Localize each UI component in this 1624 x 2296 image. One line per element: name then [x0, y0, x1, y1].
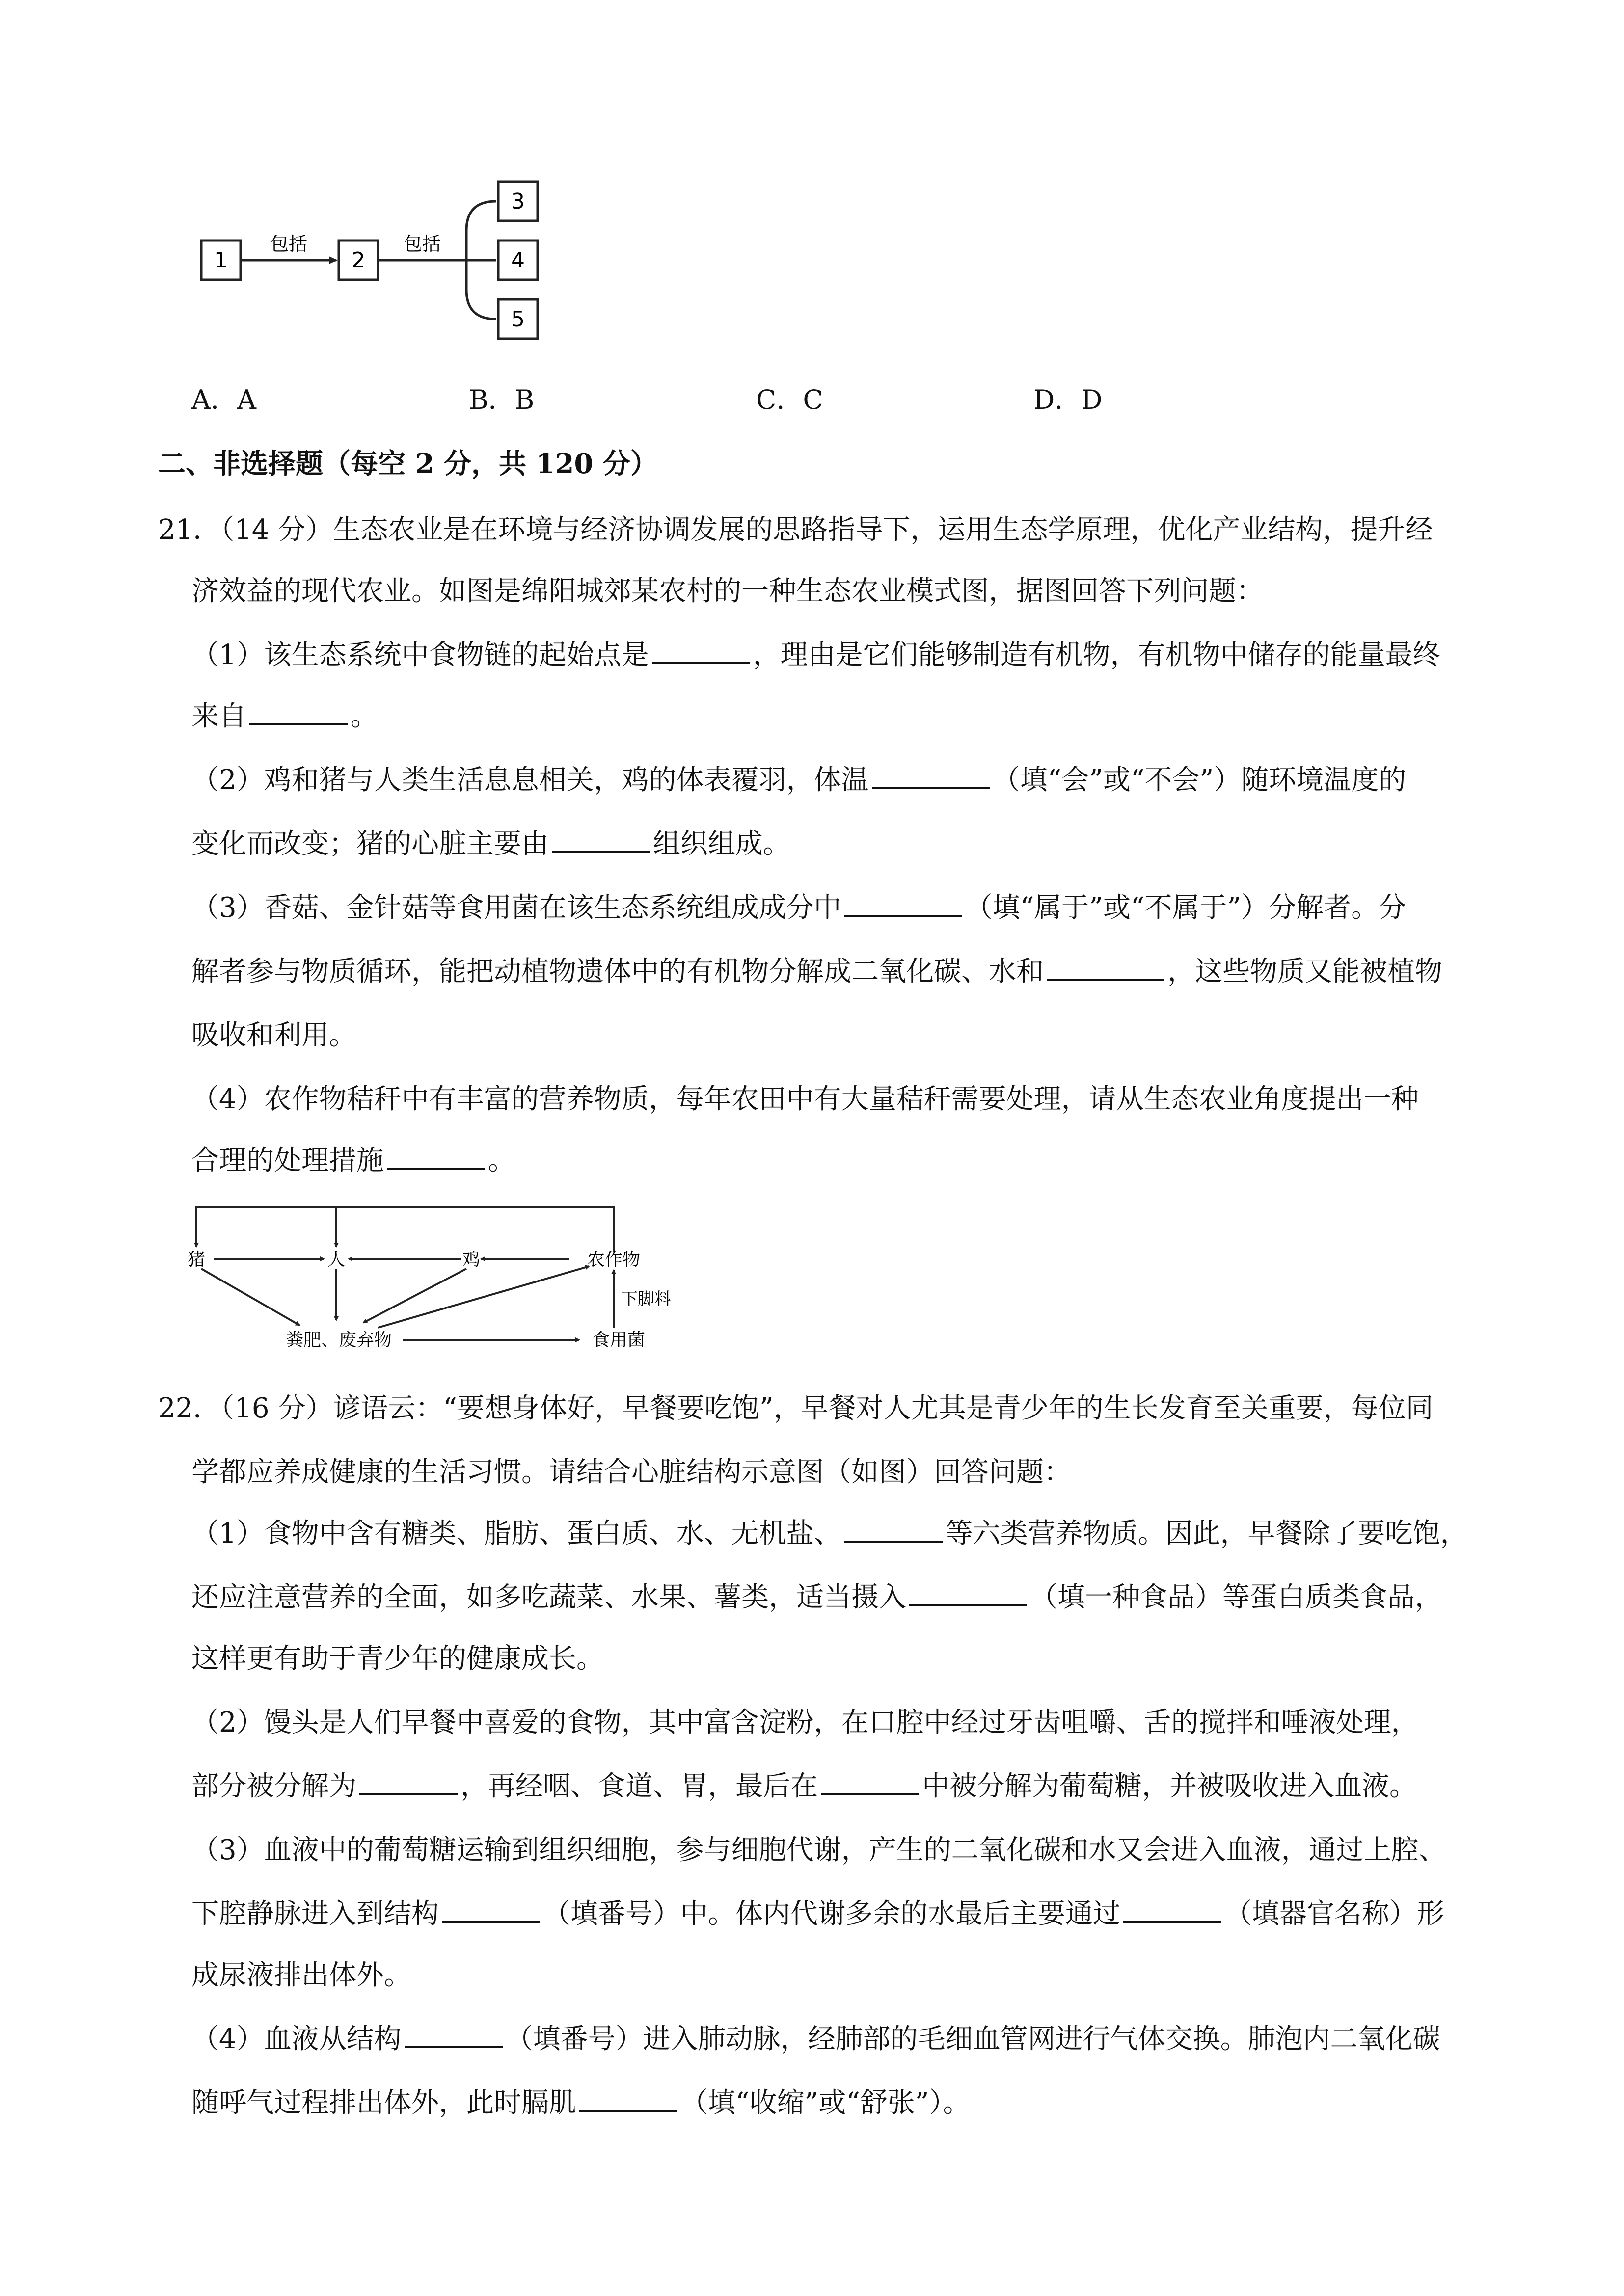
q22-intro-line2: 学都应养成健康的生活习惯。请结合心脏结构示意图（如图）回答问题：	[191, 1456, 1071, 1488]
concept-box-3-label: 3	[511, 189, 525, 214]
q21-part4-text-c: 。	[488, 1145, 515, 1176]
q22-blank-6[interactable]	[1123, 1896, 1221, 1923]
q22-part1-line3: 这样更有助于青少年的健康成长。	[191, 1643, 604, 1675]
q21-blank-4[interactable]	[552, 826, 650, 853]
q22-part1-text-c: 还应注意营养的全面，如多吃蔬菜、水果、薯类，适当摄入	[191, 1581, 906, 1613]
q21-part3-text-a: （3）香菇、金针菇等食用菌在该生态系统组成成分中	[191, 892, 841, 924]
q22-blank-7[interactable]	[405, 2021, 503, 2048]
q22-part3-line1: （3）血液中的葡萄糖运输到组织细胞，参与细胞代谢，产生的二氧化碳和水又会进入血液，通过上腔、	[191, 1834, 1446, 1866]
q22-part3-text-c: （填番号）中。体内代谢多余的水最后主要通过	[543, 1898, 1120, 1930]
q22-blank-2[interactable]	[909, 1579, 1027, 1606]
q21-part4-text-b: 合理的处理措施	[191, 1145, 384, 1176]
arrow-label-include-2: 包括	[403, 233, 441, 255]
q22-part4-text-c: 随呼气过程排出体外，此时膈肌	[191, 2087, 576, 2119]
concept-diagram	[191, 177, 565, 353]
arrow-label-include-1: 包括	[270, 233, 308, 255]
q21-part1-text-c: 来自	[191, 700, 246, 732]
q21-part3-line2	[191, 952, 1442, 991]
q22-part2-line2	[191, 1767, 1417, 1806]
q22-part1-text-d: （填一种食品）等蛋白质类食品，	[1030, 1581, 1442, 1613]
q22-part1-line1	[191, 1514, 1468, 1553]
q21-part2-line2	[191, 825, 790, 864]
q22-part1-text-b: 等六类营养物质。因此，早餐除了要吃饱，	[945, 1518, 1468, 1549]
q21-part2-text-c: 变化而改变；猪的心脏主要由	[191, 828, 549, 860]
eco-agriculture-diagram	[187, 1198, 677, 1360]
q21-blank-2[interactable]	[249, 698, 348, 725]
q21-part2-line1	[191, 761, 1406, 800]
concept-box-1-label: 1	[214, 248, 228, 273]
q21-part2-text-d: 组织组成。	[653, 828, 790, 860]
q22-part2-text-d: 中被分解为葡萄糖，并被吸收进入血液。	[922, 1770, 1417, 1802]
node-crops: 农作物	[587, 1250, 641, 1270]
edge-label-leftovers: 下脚料	[621, 1289, 671, 1309]
q22-intro-line1: 22．（16 分）谚语云：“要想身体好，早餐要吃饱”，早餐对人尤其是青少年的生长发育至关重要，每位同	[158, 1392, 1434, 1424]
q21-part1-text-d: 。	[351, 700, 378, 732]
q22-part3-text-d: （填器官名称）形	[1224, 1898, 1444, 1930]
q22-part2-line1: （2）馒头是人们早餐中喜爱的食物，其中富含淀粉，在口腔中经过牙齿咀嚼、舌的搅拌和唾液处理，	[191, 1707, 1419, 1738]
q21-part2-text-b: （填“会”或“不会”）随环境温度的	[992, 764, 1407, 796]
q21-part1-line2	[191, 697, 378, 736]
choice-a: A．A	[191, 384, 256, 415]
q22-part4-text-b: （填番号）进入肺动脉，经肺部的毛细血管网进行气体交换。肺泡内二氧化碳	[505, 2023, 1440, 2055]
q21-part1-line1	[191, 636, 1440, 675]
concept-box-5-label: 5	[511, 307, 525, 332]
q21-blank-3[interactable]	[872, 762, 990, 789]
q22-part2-text-c: ，再经咽、食道、胃，最后在	[460, 1770, 818, 1802]
q22-part3-text-b: 下腔静脉进入到结构	[191, 1898, 439, 1930]
q22-part4-text-d: （填“收缩”或“舒张”）。	[680, 2087, 971, 2119]
q21-part4-line2	[191, 1141, 515, 1180]
q22-blank-1[interactable]	[844, 1515, 943, 1543]
q21-intro-line1: 21．（14 分）生态农业是在环境与经济协调发展的思路指导下，运用生态学原理，优化产业结构，提升经	[158, 514, 1433, 546]
q21-part3-line3: 吸收和利用。	[191, 1019, 356, 1051]
q22-part4-text-a: （4）血液从结构	[191, 2023, 402, 2055]
node-manure: 粪肥、废弃物	[285, 1330, 392, 1350]
q21-part3-text-b: （填“属于”或“不属于”）分解者。分	[965, 892, 1407, 924]
q22-part1-text-a: （1）食物中含有糖类、脂肪、蛋白质、水、无机盐、	[191, 1518, 841, 1549]
q21-blank-6[interactable]	[1047, 953, 1164, 981]
q22-part4-line2	[191, 2083, 971, 2123]
q22-part1-line2	[191, 1578, 1442, 1617]
node-fungi: 食用菌	[592, 1330, 646, 1350]
section-heading: 二、非选择题（每空 2 分，共 120 分）	[158, 448, 658, 480]
q21-part3-line1	[191, 888, 1406, 928]
q21-part1-text-a: （1）该生态系统中食物链的起始点是	[191, 639, 649, 671]
q22-part3-line2	[191, 1895, 1444, 1934]
concept-box-4-label: 4	[511, 248, 525, 273]
q22-blank-5[interactable]	[442, 1896, 540, 1923]
concept-box-2-label: 2	[352, 248, 365, 273]
q21-blank-1[interactable]	[652, 637, 750, 664]
choice-b: B．B	[469, 384, 535, 415]
q21-part4-line1: （4）农作物秸秆中有丰富的营养物质，每年农田中有大量秸秆需要处理，请从生态农业角度提出一种	[191, 1083, 1419, 1115]
q21-part1-text-b: ，理由是它们能够制造有机物，有机物中储存的能量最终	[753, 639, 1440, 671]
q21-part3-text-c: 解者参与物质循环，能把动植物遗体中的有机物分解成二氧化碳、水和	[191, 956, 1044, 988]
q21-part2-text-a: （2）鸡和猪与人类生活息息相关，鸡的体表覆羽，体温	[191, 764, 869, 796]
q22-part2-text-b: 部分被分解为	[191, 1770, 356, 1802]
q21-blank-7[interactable]	[387, 1142, 485, 1170]
node-pig: 猪	[187, 1250, 206, 1270]
q22-blank-8[interactable]	[579, 2084, 677, 2112]
q22-blank-3[interactable]	[359, 1768, 458, 1795]
node-person: 人	[327, 1250, 346, 1270]
choice-d: D．D	[1033, 384, 1103, 415]
q22-part4-line1	[191, 2020, 1440, 2059]
q21-intro-line2: 济效益的现代农业。如图是绵阳城郊某农村的一种生态农业模式图，据图回答下列问题：	[191, 575, 1264, 607]
q21-blank-5[interactable]	[844, 889, 962, 917]
q22-part3-line3: 成尿液排出体外。	[191, 1959, 411, 1991]
choice-c: C．C	[756, 384, 823, 415]
q22-blank-4[interactable]	[821, 1768, 919, 1795]
q21-part3-text-d: ，这些物质又能被植物	[1167, 956, 1442, 988]
node-chicken: 鸡	[462, 1250, 481, 1270]
